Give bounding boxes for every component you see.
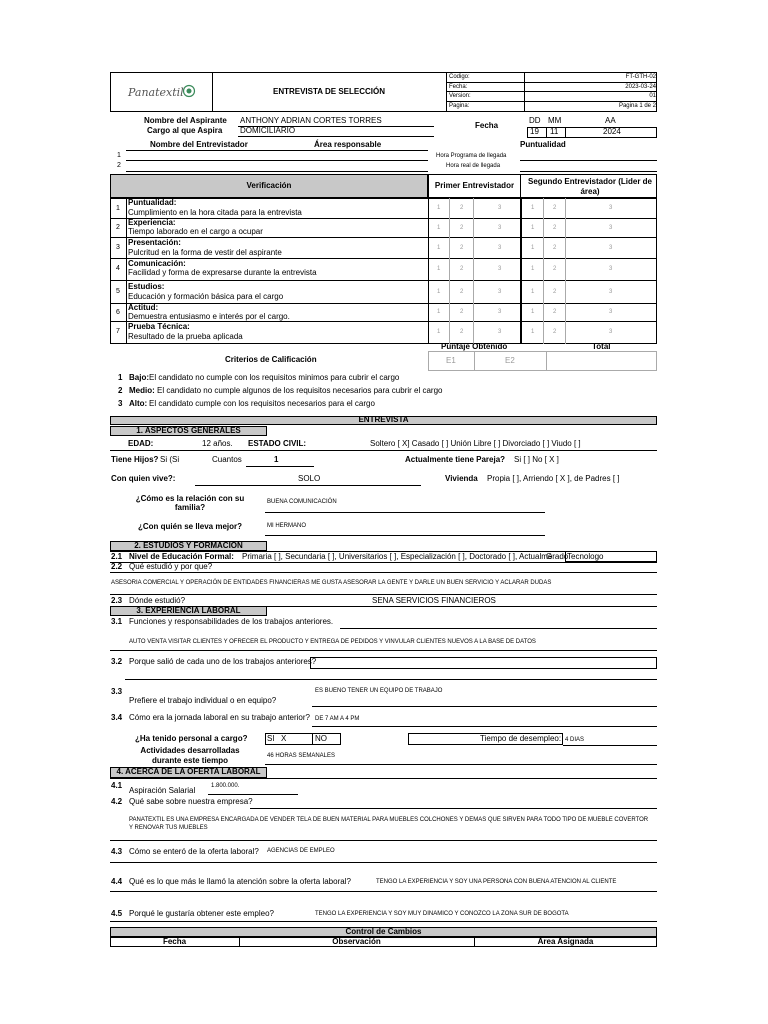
verification-row-num: 4 bbox=[116, 265, 120, 272]
score-option[interactable]: 1 bbox=[437, 289, 441, 295]
verification-row-num: 5 bbox=[116, 288, 120, 295]
score-option[interactable]: 3 bbox=[498, 245, 502, 251]
verification-row-num: 2 bbox=[116, 224, 120, 231]
exp-answer-1[interactable]: AUTO VENTA VISITAR CLIENTES Y OFRECER EL PRODUCTO Y ENTREGA DE PEDIDOS Y VINVULAR CLIENTES NUEVOS A LA BASE DE DATOS bbox=[129, 639, 536, 645]
children-label: Tiene Hijos? bbox=[111, 455, 159, 464]
score-option[interactable]: 3 bbox=[498, 329, 502, 335]
score-option[interactable]: 3 bbox=[609, 266, 613, 272]
score-option[interactable]: 1 bbox=[531, 245, 535, 251]
total-label: Total bbox=[592, 342, 611, 351]
date-aa-label: AA bbox=[605, 116, 616, 125]
score-option[interactable]: 2 bbox=[553, 245, 557, 251]
exp-num-2: 3.2 bbox=[111, 657, 123, 666]
date-dd-value: 19 bbox=[530, 127, 539, 136]
score-option[interactable]: 1 bbox=[531, 309, 535, 315]
date-dd-label: DD bbox=[529, 116, 541, 125]
verification-row-desc: Facilidad y forma de expresarse durante la entrevista bbox=[128, 268, 317, 277]
edu-question-1: Nivel de Educación Formal: bbox=[129, 552, 234, 561]
offer-question-2: Qué sabe sobre nuestra empresa? bbox=[129, 797, 253, 806]
unemployment-label: Tiempo de desempleo: bbox=[480, 734, 562, 743]
criteria-num: 2 bbox=[118, 386, 123, 395]
score-option[interactable]: 2 bbox=[460, 245, 464, 251]
score-option[interactable]: 1 bbox=[437, 266, 441, 272]
exp-question-4: Cómo era la jornada laboral en su trabajo anterior? bbox=[129, 713, 310, 722]
partner-value[interactable]: Si [ ] No [ X ] bbox=[514, 455, 559, 464]
exp-answer-3[interactable]: ES BUENO TENER UN EQUIPO DE TRABAJO bbox=[315, 688, 443, 694]
verification-row-title: Prueba Técnica: bbox=[128, 322, 190, 331]
verification-row-num: 6 bbox=[116, 309, 120, 316]
change-col-observation: Observación bbox=[332, 937, 381, 946]
score-option[interactable]: 3 bbox=[498, 309, 502, 315]
staff-yes-mark[interactable]: X bbox=[281, 734, 287, 743]
score-option[interactable]: 2 bbox=[553, 329, 557, 335]
criteria-text: El candidato no cumple con los requisitos minimos para cubrir el cargo bbox=[149, 373, 400, 382]
verification-row-title: Puntualidad: bbox=[128, 198, 177, 207]
exp-question-3: Prefiere el trabajo individual o en equipo? bbox=[129, 696, 277, 705]
score-option[interactable]: 2 bbox=[460, 205, 464, 211]
actual-arrival-label: Hora real de llegada bbox=[446, 163, 501, 169]
logo-emblem-icon bbox=[182, 84, 196, 98]
scheduled-arrival-label: Hora Programa de llegada bbox=[436, 153, 507, 159]
best-relation-answer[interactable]: MI HERMANO bbox=[267, 523, 306, 529]
offer-answer-5[interactable]: TENGO LA EXPERIENCIA Y SOY MUY DINAMICO Y CONOZCO LA ZONA SUR DE BOGOTA bbox=[315, 911, 569, 917]
interviewer-label: Nombre del Entrevistador bbox=[150, 140, 248, 149]
score-option[interactable]: 1 bbox=[437, 329, 441, 335]
offer-question-1: Aspiración Salarial bbox=[129, 786, 196, 795]
change-col-area: Área Asignada bbox=[537, 937, 594, 946]
score-option[interactable]: 1 bbox=[437, 245, 441, 251]
verification-row-title: Actitud: bbox=[128, 303, 159, 312]
score-option[interactable]: 1 bbox=[437, 309, 441, 315]
interviewer-row-2: 2 bbox=[117, 162, 121, 169]
score-option[interactable]: 3 bbox=[609, 245, 613, 251]
score-option[interactable]: 3 bbox=[609, 329, 613, 335]
document-title: ENTREVISTA DE SELECCIÓN bbox=[272, 87, 385, 96]
change-control-title: Control de Cambios bbox=[345, 927, 422, 936]
verification-row-title: Presentación: bbox=[128, 238, 181, 247]
offer-answer-4[interactable]: TENGO LA EXPERIENCIA Y SOY UNA PERSONA CON BUENA ATENCION AL CLIENTE bbox=[376, 879, 617, 885]
score-option[interactable]: 1 bbox=[437, 205, 441, 211]
score-option[interactable]: 2 bbox=[553, 266, 557, 272]
meta-value-codigo: FT-GTH-02 bbox=[625, 74, 656, 80]
score-option[interactable]: 3 bbox=[609, 289, 613, 295]
applicant-name-value: ANTHONY ADRIAN CORTES TORRES bbox=[240, 116, 382, 125]
score-option[interactable]: 1 bbox=[531, 266, 535, 272]
verification-row-desc: Tiempo laborado en el cargo a ocupar bbox=[128, 227, 263, 236]
score-option[interactable]: 3 bbox=[498, 266, 502, 272]
position-label: Cargo al que Aspira bbox=[147, 126, 223, 135]
score-option[interactable]: 2 bbox=[553, 309, 557, 315]
edu-answer-3[interactable]: SENA SERVICIOS FINANCIEROS bbox=[372, 596, 496, 605]
edu-answer-1-level[interactable]: Tecnologo bbox=[567, 552, 604, 561]
activities-label: Actividades desarrolladas durante este tiempo bbox=[140, 746, 240, 765]
edu-answer-1-grade[interactable]: Grado bbox=[546, 552, 569, 561]
offer-question-3: Cómo se enteró de la oferta laboral? bbox=[129, 847, 259, 856]
change-col-date: Fecha bbox=[162, 937, 187, 946]
criteria-label: Criterios de Calificación bbox=[225, 355, 317, 364]
meta-label-pagina: Pagina: bbox=[449, 103, 470, 109]
offer-question-5: Porqué le gustaría obtener este empleo? bbox=[129, 909, 274, 918]
score-option[interactable]: 1 bbox=[531, 329, 535, 335]
edu-question-3: Dónde estudió? bbox=[129, 596, 186, 605]
verification-row-desc: Demuestra entusiasmo e interés por el cargo. bbox=[128, 312, 290, 321]
date-mm-value: 11 bbox=[550, 127, 559, 136]
exp-answer-4[interactable]: DE 7 AM A 4 PM bbox=[315, 716, 360, 722]
offer-answer-2-line1[interactable]: PANATEXTIL ES UNA EMPRESA ENCARGADA DE VENDER TELA DE BUEN MATERIAL PARA MUEBLES COLCHONES Y DEMAS QUE SIRVEN PARA TODO TIPO DE MUEBLE COVERTOR bbox=[129, 817, 649, 823]
children-value[interactable]: Si (Si bbox=[160, 455, 180, 464]
score-option[interactable]: 2 bbox=[553, 289, 557, 295]
criteria-num: 3 bbox=[118, 399, 123, 408]
verification-row-title: Experiencia: bbox=[128, 218, 176, 227]
verification-row-num: 3 bbox=[116, 244, 120, 251]
score-e1[interactable]: E1 bbox=[446, 356, 456, 365]
verification-row-desc: Pulcritud en la forma de vestir del aspirante bbox=[128, 248, 282, 257]
staff-yes-label[interactable]: SI bbox=[267, 734, 275, 743]
date-label: Fecha bbox=[475, 121, 499, 130]
score-obtained-label: Puntaje Obtenido bbox=[441, 342, 508, 351]
verification-row-title: Estudios: bbox=[128, 282, 165, 291]
housing-value[interactable]: Propia [ ], Arriendo [ X ], de Padres [ ] bbox=[487, 474, 620, 483]
section-title-education: 2. ESTUDIOS Y FORMACION bbox=[134, 541, 243, 550]
offer-num-5: 4.5 bbox=[111, 909, 123, 918]
date-aa-value: 2024 bbox=[603, 127, 621, 136]
punctuality-label: Puntualidad bbox=[520, 140, 566, 149]
meta-label-version: Version: bbox=[449, 93, 471, 99]
offer-num-2: 4.2 bbox=[111, 797, 123, 806]
meta-value-version: 01 bbox=[649, 93, 656, 99]
offer-num-3: 4.3 bbox=[111, 847, 123, 856]
criteria-term: Medio: bbox=[129, 386, 155, 395]
score-option[interactable]: 1 bbox=[437, 225, 441, 231]
meta-label-codigo: Codigo: bbox=[449, 74, 470, 80]
criteria-num: 1 bbox=[118, 373, 123, 382]
lives-with-value[interactable]: SOLO bbox=[298, 474, 321, 483]
civil-status-label: ESTADO CIVIL: bbox=[248, 439, 307, 448]
unemployment-value[interactable]: 4 DIAS bbox=[565, 737, 585, 743]
verification-row-desc: Educación y formación básica para el cargo bbox=[128, 292, 284, 301]
section-title-offer: 4. ACERCA DE LA OFERTA LABORAL bbox=[116, 767, 261, 776]
area-label: Área responsable bbox=[314, 140, 382, 149]
verification-row-desc: Cumplimiento en la hora citada para la entrevista bbox=[128, 208, 302, 217]
verification-row-num: 7 bbox=[116, 328, 120, 335]
edu-num-1: 2.1 bbox=[111, 552, 123, 561]
score-option[interactable]: 1 bbox=[531, 289, 535, 295]
meta-label-fecha: Fecha: bbox=[449, 84, 468, 90]
score-option[interactable]: 2 bbox=[460, 266, 464, 272]
offer-num-4: 4.4 bbox=[111, 877, 123, 886]
score-option[interactable]: 3 bbox=[609, 225, 613, 231]
score-option[interactable]: 2 bbox=[460, 289, 464, 295]
score-option[interactable]: 2 bbox=[553, 205, 557, 211]
score-option[interactable]: 3 bbox=[498, 289, 502, 295]
family-relation-question: ¿Cómo es la relación con su familia? bbox=[135, 494, 245, 512]
meta-value-fecha: 2023-03-24 bbox=[625, 84, 656, 90]
offer-answer-3[interactable]: AGENCIAS DE EMPLEO bbox=[267, 848, 335, 854]
edu-num-2: 2.2 bbox=[111, 562, 123, 571]
score-option[interactable]: 1 bbox=[531, 205, 535, 211]
criteria-term: Bajo: bbox=[129, 373, 149, 382]
offer-num-1: 4.1 bbox=[111, 781, 123, 790]
edu-question-2: Qué estudió y por que? bbox=[129, 562, 213, 571]
offer-answer-2-line2[interactable]: Y RENOVAR TUS MUEBLES bbox=[129, 825, 208, 831]
verification-row-title: Comunicación: bbox=[128, 259, 186, 268]
criteria-text: El candidato no cumple algunos de los requisitos necesarios para cubrir el cargo bbox=[157, 386, 443, 395]
section-title-experience: 3. EXPERIENCIA LABORAL bbox=[136, 606, 241, 615]
offer-answer-1[interactable]: 1.800.000. bbox=[211, 783, 240, 789]
edu-answer-2[interactable]: ASESORIA COMERCIAL Y OPERACIÓN DE ENTIDADES FINANCIERAS ME GUSTA ASESORAR LA GENTE Y DARLE UN BUEN SERVICIO Y ACLARAR DUDAS bbox=[111, 580, 552, 586]
score-option[interactable]: 2 bbox=[553, 225, 557, 231]
score-option[interactable]: 3 bbox=[498, 205, 502, 211]
company-logo bbox=[124, 82, 204, 104]
verification-row-num: 1 bbox=[116, 205, 120, 212]
score-box bbox=[428, 351, 657, 371]
staff-no-label[interactable]: NO bbox=[315, 734, 327, 743]
staff-in-charge-question: ¿Ha tenido personal a cargo? bbox=[135, 734, 248, 743]
criteria-text: El candidato cumple con los requisitos necesarios para el cargo bbox=[149, 399, 375, 408]
score-option[interactable]: 2 bbox=[460, 225, 464, 231]
score-option[interactable]: 1 bbox=[531, 225, 535, 231]
exp-question-1: Funciones y responsabilidades de los trabajos anteriores. bbox=[129, 617, 334, 626]
score-option[interactable]: 2 bbox=[460, 329, 464, 335]
exp-num-1: 3.1 bbox=[111, 617, 123, 626]
second-interviewer-header: Segundo Entrevistador (Lider de área) bbox=[527, 177, 652, 196]
verification-header-label: Verificación bbox=[246, 181, 292, 190]
applicant-name-label: Nombre del Aspirante bbox=[144, 116, 227, 125]
exp-num-3: 3.3 bbox=[111, 687, 123, 696]
score-option[interactable]: 3 bbox=[498, 225, 502, 231]
civil-status-options[interactable]: Soltero [ X] Casado [ ] Unión Libre [ ] Divorciado [ ] Viudo [ ] bbox=[370, 439, 581, 448]
family-relation-answer[interactable]: BUENA COMUNICACIÓN bbox=[267, 499, 337, 505]
exp-question-2: Porque salió de cada uno de los trabajos anteriores? bbox=[129, 657, 317, 666]
score-option[interactable]: 2 bbox=[460, 309, 464, 315]
score-option[interactable]: 3 bbox=[609, 309, 613, 315]
score-option[interactable]: 3 bbox=[609, 205, 613, 211]
first-interviewer-header: Primer Entrevistador bbox=[434, 181, 515, 190]
meta-value-pagina: Pagina 1 de 2 bbox=[618, 103, 656, 109]
best-relation-question: ¿Con quién se lleva mejor? bbox=[138, 522, 243, 531]
interview-title: ENTREVISTA bbox=[358, 415, 409, 424]
date-mm-label: MM bbox=[548, 116, 562, 125]
lives-with-label: Con quien vive?: bbox=[111, 474, 176, 483]
edu-num-3: 2.3 bbox=[111, 596, 123, 605]
score-e2[interactable]: E2 bbox=[505, 356, 515, 365]
interviewer-row-1: 1 bbox=[117, 152, 121, 159]
activities-value[interactable]: 46 HORAS SEMANALES bbox=[267, 753, 336, 759]
age-value: 12 años. bbox=[202, 439, 233, 448]
how-many-label: Cuantos bbox=[212, 455, 242, 464]
section-title-general: 1. ASPECTOS GENERALES bbox=[136, 426, 241, 435]
age-label: EDAD: bbox=[128, 439, 154, 448]
offer-question-4: Qué es lo que más le llamó la atención sobre la oferta laboral? bbox=[129, 877, 351, 886]
partner-label: Actualmente tiene Pareja? bbox=[405, 455, 506, 464]
logo-text: Panatextil bbox=[128, 86, 184, 99]
how-many-value[interactable]: 1 bbox=[274, 455, 279, 464]
verification-row-desc: Resultado de la prueba aplicada bbox=[128, 332, 243, 341]
edu-answer-1[interactable]: Primaria [ ], Secundaria [ ], Universitarios [ ], Especialización [ ], Doctorado [ ], Actualme bbox=[242, 552, 553, 561]
housing-label: Vivienda bbox=[445, 474, 478, 483]
criteria-term: Alto: bbox=[129, 399, 148, 408]
exp-num-4: 3.4 bbox=[111, 713, 123, 722]
position-value: DOMICILIARIO bbox=[240, 126, 296, 135]
